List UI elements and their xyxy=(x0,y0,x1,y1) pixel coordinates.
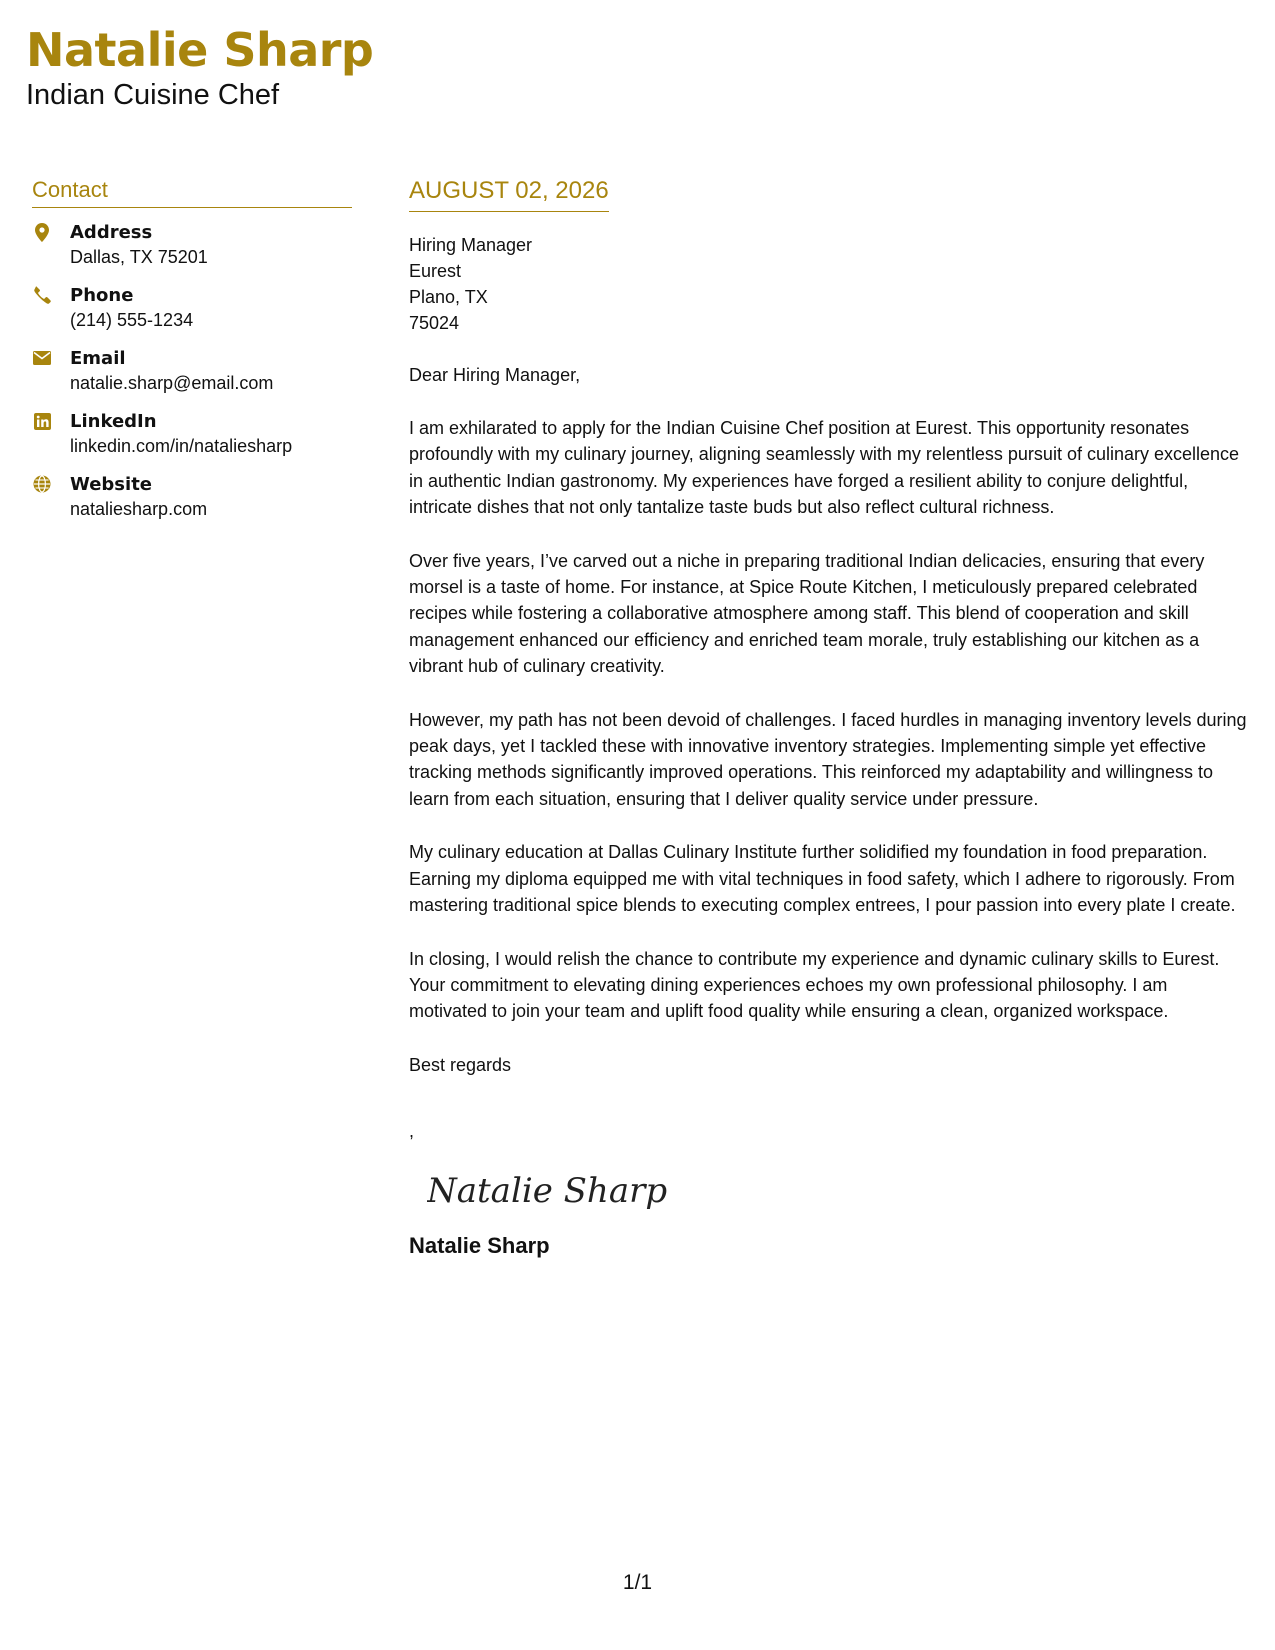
recipient-city: Plano, TX xyxy=(409,287,488,307)
letter-paragraph: However, my path has not been devoid of challenges. I faced hurdles in managing inventory levels during peak days, yet I tackled these with innovative inventory strategies. Implementing simple yet effective tracking methods significantly improved operations. This reinforced my adaptability and willingness to learn from each situation, ensuring that I deliver quality service under pressure. xyxy=(409,709,1247,809)
contact-item-address xyxy=(32,220,352,270)
signer-name: Natalie Sharp xyxy=(409,1232,550,1258)
map-pin-icon xyxy=(32,222,52,242)
applicant-title: Indian Cuisine Chef xyxy=(26,79,280,111)
recipient-block xyxy=(409,232,1249,336)
envelope-icon xyxy=(32,348,52,368)
contact-label: Website xyxy=(70,474,153,495)
salutation: Dear Hiring Manager, xyxy=(409,365,581,385)
linkedin-value[interactable]: linkedin.com/in/nataliesharp xyxy=(70,436,293,456)
email-value[interactable]: natalie.sharp@email.com xyxy=(70,373,274,393)
contact-item-phone xyxy=(32,283,352,333)
letter-paragraph: My culinary education at Dallas Culinary Institute further solidified my foundation in food preparation. Earning my diploma equipped me with vital techniques in food safety, which I adhere to rigorously. From mastering traditional spice blends to executing complex entrees, I pour passion into every plate I create. xyxy=(409,842,1236,916)
linkedin-icon xyxy=(32,411,52,431)
phone-value: (214) 555-1234 xyxy=(70,310,194,330)
contact-label: Address xyxy=(70,222,153,243)
contact-label: LinkedIn xyxy=(70,411,157,432)
contact-label: Phone xyxy=(70,285,134,306)
phone-icon xyxy=(32,285,52,305)
letter-paragraph: Over five years, I’ve carved out a niche in preparing traditional Indian delicacies, ensuring that every morsel is a taste of home. For instance, at Spice Route Kitchen, I meticulously prepared celebrated recipes while fostering a collaborative atmosphere among staff. This blend of cooperation and skill management enhanced our efficiency and enriched team morale, truly establishing our kitchen as a vibrant hub of culinary creativity. xyxy=(409,550,1205,677)
signature-text: Natalie Sharp xyxy=(427,1170,667,1211)
closing-comma: , xyxy=(409,1120,415,1141)
letter-paragraph: In closing, I would relish the chance to contribute my experience and dynamic culinary skills to Eurest. Your commitment to elevating dining experiences echoes my own professional philosophy. I am motivated to join your team and uplift food quality while ensuring a clean, organized workspace. xyxy=(409,948,1220,1022)
letter-paragraph: I am exhilarated to apply for the Indian Cuisine Chef position at Eurest. This opportunity resonates profoundly with my culinary journey, aligning seamlessly with my relentless pursuit of culinary excellence in authentic Indian gastronomy. My experiences have forged a resilient ability to conjure delightful, intricate dishes that not only tantalize taste buds but also reflect cultural richness. xyxy=(409,418,1240,518)
contact-item-email xyxy=(32,346,352,396)
closing: Best regards xyxy=(409,1054,512,1075)
contact-item-linkedin xyxy=(32,409,352,459)
recipient-zip: 75024 xyxy=(409,313,460,333)
applicant-name: Natalie Sharp xyxy=(26,23,374,77)
contact-heading: Contact xyxy=(32,176,352,208)
contact-sidebar xyxy=(32,176,352,535)
contact-label: Email xyxy=(70,348,126,369)
recipient-name: Hiring Manager xyxy=(409,235,533,255)
signature-image xyxy=(427,1162,667,1222)
letter-body xyxy=(409,176,1249,1260)
resume-header xyxy=(26,22,373,112)
address-value: Dallas, TX 75201 xyxy=(70,247,208,267)
page-number: 1/1 xyxy=(622,1571,653,1594)
contact-item-website xyxy=(32,472,352,522)
globe-icon xyxy=(32,474,52,494)
recipient-company: Eurest xyxy=(409,261,462,281)
website-value[interactable]: nataliesharp.com xyxy=(70,499,208,519)
letter-date: AUGUST 02, 2026 xyxy=(409,176,609,212)
